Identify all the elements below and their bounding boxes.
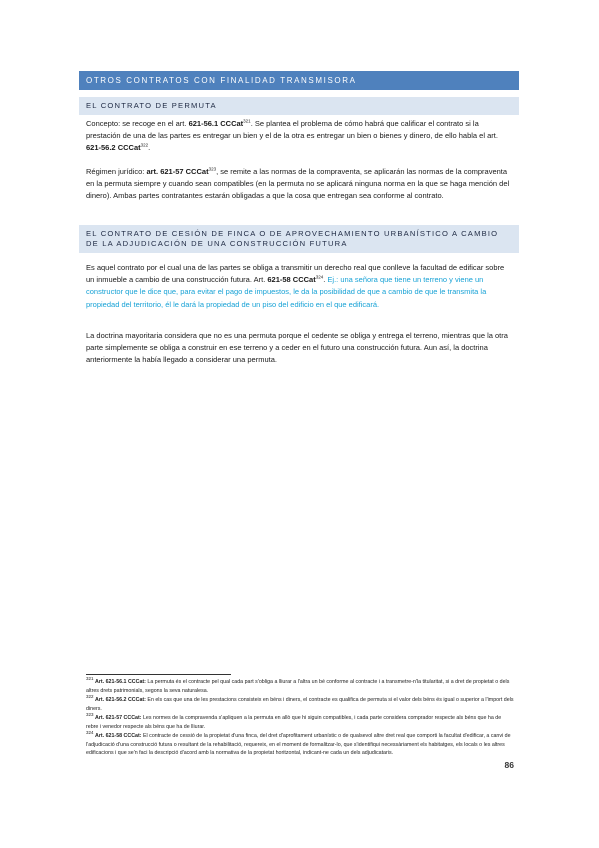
footnote-ref: 322	[140, 142, 149, 148]
example-text: Ej.: una señora que tiene un terreno y viene un constructor que le dice que, para evitar el pago de impuestos, le da la posibilidad de que a cambio de que le transmita la propiedad del territorio, él le dará la propiedad de un piso del edificio en el que edificará.	[86, 275, 487, 309]
footnote-separator	[86, 674, 231, 675]
subsection-heading-cesion: EL CONTRATO DE CESIÓN DE FINCA O DE APROVECHAMIENTO URBANÍSTICO A CAMBIO DE LA ADJUDICACIÓN DE UNA CONSTRUCCIÓN FUTURA	[79, 225, 519, 253]
paragraph-permuta-regimen: Régimen jurídico: art. 621-57 CCCat$^{323}$, se remite a las normas de la compraventa, se aplicarán las normas de la compraventa en la permuta siempre y cuando sean compatibles (en la permuta no se aplicará ninguna norma en la que se haga mención del dinero). Ambas partes contratantes estarán obligadas a que la cosa que entregan sea conforme al contrato.	[86, 166, 510, 201]
paragraph-cesion-definicion: Es aquel contrato por el cual una de las partes se obliga a transmitir un derecho real que conlleve la facultad de edificar sobre un inmueble a cambio de una construcción futura. Art. 621-58 CCCat$^{324}$. Ej.: una señora que tiene un terreno y viene un constructor que le dice que, para evitar el pago de impuestos, le da la posibilidad de que a cambio de que le transmita la propiedad del territorio, él le dará la propiedad de un piso del edificio en el que edificará.	[86, 263, 505, 309]
paragraph-cesion-doctrina: La doctrina mayoritaria considera que no es una permuta porque el cedente se obliga y entrega el terreno, mientras que la otra parte simplemente se obliga a construir en ese terreno y a ceder en el futuro una construcción futura. Aun así, la doctrina anteriormente la había llegado a considerar una permuta.	[86, 331, 508, 365]
footnote-322: $^{322}$ Art. 621-56.2 CCCat: En els cas que una de les prestacions consisteix en béns i diners, el contracte es qualifica de permuta si el valor dels béns és igual o superior a l'import dels diners.	[86, 694, 514, 712]
page-number: 86	[504, 760, 514, 770]
subsection-heading-permuta: EL CONTRATO DE PERMUTA	[79, 97, 519, 115]
footnote-ref: 324	[315, 274, 324, 280]
footnote-ref: 321	[243, 118, 251, 124]
footnote-324: $^{324}$ Art. 621-58 CCCat: El contracte de cessió de la propietat d'una finca, del dret d'aprofitament urbanístic o de qualsevol altre dret real que comporti la facultat d'edificar, a canvi de l'adjudicació d'una construcció futura o resultant de la rehabilitació, requereix, en el moment de formalitzar-lo, que s'identifiqui necessàriament els habitatges, els locals o les altres edificacions i que se'n faci la descripció d'acord amb la normativa de la propietat horitzontal, indicant-ne cada un dels adjudicataris.	[86, 730, 511, 757]
paragraph-permuta-concepto: Concepto: se recoge en el art. 621-56.1 CCCat$^{321}$. Se plantea el problema de cómo habrá que calificar el contrato si la prestación de una de las partes es entregar un bien y el de la otra es entregar un bien o bienes y dinero, de ello habla el art. 621-56.2 CCCat$^{322}$.	[86, 118, 498, 153]
section-title: OTROS CONTRATOS CON FINALIDAD TRANSMISORA	[79, 71, 519, 90]
footnote-321: $^{321}$ Art. 621-56.1 CCCat: La permuta és el contracte pel qual cada part s'obliga a lliurar a l'altra un bé conforme al contracte i a transmetre-n'la titularitat, si a dret de propietat o dels altres drets patrimonials, segons la seva naturalesa.	[86, 676, 510, 694]
footnote-ref: 323	[208, 166, 217, 172]
footnote-323: $^{323}$ Art. 621-57 CCCat: Les normes de la compravenda s'apliquen a la permuta en allò que hi siguin compatibles, i cada parte considera comprador respecte als béns que ha de rebre i venedor respecte als béns que ha de lliurar.	[86, 712, 502, 730]
